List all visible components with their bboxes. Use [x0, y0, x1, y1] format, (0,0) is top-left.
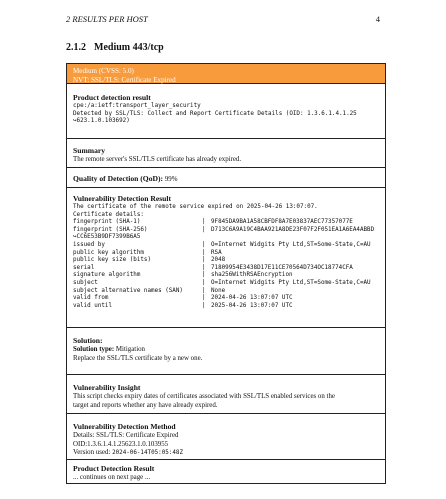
- method-title: Vulnerability Detection Method: [73, 422, 176, 431]
- summary-title: Summary: [73, 146, 106, 155]
- certificate-detail-value: 71809954E3438D17E11CE70564D734OC18774CFA: [211, 264, 353, 271]
- solution-type-label: Solution type:: [73, 346, 115, 353]
- certificate-detail-row: [73, 303, 379, 311]
- certificate-detail-value: O=Internet Widgits Pty Ltd,ST=Some-State,C=AU: [211, 241, 371, 248]
- certificate-detail-separator: |: [202, 257, 206, 264]
- severity-label: Medium (CVSS: 5.0): [73, 67, 134, 75]
- solution-box: [66, 328, 386, 375]
- certificate-detail-value: 2048: [211, 257, 226, 264]
- certificate-detail-key: valid from: [73, 295, 109, 302]
- certificate-detail-row: [73, 242, 379, 250]
- solution-type-value: Mitigation: [115, 346, 145, 353]
- vdr-title: Vulnerability Detection Result: [73, 194, 172, 203]
- method-version-value: 2024-06-14T05:05:48Z: [112, 450, 183, 457]
- certificate-detail-row: [73, 295, 379, 303]
- certificate-detail-key: fingerprint (SHA-256): [73, 226, 148, 233]
- certificate-detail-separator: |: [202, 226, 206, 233]
- certificate-detail-key: serial: [73, 264, 95, 271]
- method-version-label: Version used:: [73, 449, 111, 457]
- insight-line1: This script checks expiry dates of certificates associated with SSL/TLS enabled services on the: [73, 393, 335, 400]
- certificate-detail-value: 2024-04-26 13:07:07 UTC: [211, 295, 293, 302]
- product-cpe: cpe:/a:ietf:transport_layer_security: [73, 103, 201, 109]
- certificate-detail-key: issued by: [73, 241, 105, 248]
- certificate-detail-value: 2025-04-26 13:07:07 UTC: [211, 302, 293, 309]
- summary-text: The remote server's SSL/TLS certificate has already expired.: [73, 156, 242, 163]
- certificate-detail-row: [73, 288, 379, 296]
- certificate-detail-separator: |: [202, 279, 206, 286]
- qod-value: 99%: [164, 176, 178, 183]
- section-heading: [66, 42, 164, 53]
- certificate-detail-key: signature algorithm: [73, 272, 141, 279]
- certificate-detail-value: RSA: [211, 249, 222, 256]
- solution-title: Solution:: [73, 336, 103, 345]
- vdr-intro: The certificate of the remote service expired on 2025-04-26 13:07:07.: [73, 204, 318, 210]
- certificate-detail-row: [73, 250, 379, 258]
- method-oid: OID:1.3.6.1.4.1.25623.1.0.103955: [73, 440, 169, 448]
- certificate-detail-key: public key algorithm: [73, 249, 144, 256]
- certificate-detail-separator: |: [202, 287, 206, 294]
- certificate-detail-key: ↪CC6E53B9DF7399B6A5: [73, 234, 141, 241]
- certificate-detail-row: [73, 265, 379, 273]
- method-box: [66, 414, 386, 460]
- certificate-detail-key: fingerprint (SHA-1): [73, 219, 141, 226]
- nvt-header-box: [66, 63, 386, 84]
- summary-box: [66, 139, 386, 168]
- insight-box: [66, 375, 386, 414]
- certificate-detail-separator: |: [202, 241, 206, 248]
- product-detection-title: Product detection result: [73, 93, 151, 102]
- product-detection-continued-box: [66, 460, 386, 484]
- certificate-details-table: [73, 219, 379, 310]
- qod-label: Quality of Detection (QoD):: [73, 174, 164, 183]
- certificate-detail-key: valid until: [73, 302, 113, 309]
- certificate-detail-key: subject: [73, 279, 98, 286]
- method-details: Details: SSL/TLS: Certificate Expired: [73, 432, 179, 439]
- certificate-detail-row: [73, 234, 379, 242]
- certificate-detail-row: [73, 257, 379, 265]
- section-number: 2.1.2: [66, 42, 86, 53]
- certificate-detail-key: subject alternative names (SAN): [73, 287, 183, 294]
- product-detected-by-line2: ↪623.1.0.103692): [73, 118, 130, 125]
- insight-title: Vulnerability Insight: [73, 383, 141, 392]
- vdr-box: [66, 188, 386, 328]
- continues-note: ... continues on next page ...: [73, 474, 151, 481]
- certificate-detail-separator: |: [202, 295, 206, 302]
- certificate-detail-row: [73, 227, 379, 235]
- certificate-detail-value: sha256WithRSAEncryption: [211, 272, 293, 279]
- certificate-detail-separator: |: [202, 219, 206, 226]
- section-title: Medium 443/tcp: [94, 42, 164, 53]
- certificate-detail-value: O=Internet Widgits Pty Ltd,ST=Some-State,C=AU: [211, 279, 371, 286]
- certificate-detail-row: [73, 272, 379, 280]
- certificate-detail-separator: |: [202, 264, 206, 271]
- certificate-detail-separator: |: [202, 302, 206, 309]
- product-detected-by-line1: Detected by SSL/TLS: Collect and Report Certificate Details (OID: 1.3.6.1.4.1.25: [73, 110, 357, 117]
- page-number: 4: [375, 14, 380, 24]
- certificate-detail-value: D713C6A9A19C4BAA921A8DE23F07F2F051EA1A6EA4ABBD: [211, 226, 375, 233]
- running-header: [66, 14, 380, 24]
- certificate-detail-key: public key size (bits): [73, 257, 152, 264]
- certificate-detail-row: [73, 219, 379, 227]
- certificate-detail-separator: |: [202, 272, 206, 279]
- product-detection-box: [66, 84, 386, 139]
- certificate-detail-value: None: [211, 287, 226, 294]
- solution-text: Replace the SSL/TLS certificate by a new one.: [73, 354, 203, 362]
- insight-line2: target and reports whether any have already expired.: [73, 401, 218, 409]
- nvt-name: NVT: SSL/TLS: Certificate Expired: [73, 75, 176, 84]
- chapter-title: 2 RESULTS PER HOST: [66, 14, 148, 24]
- certificate-details-label: Certificate details:: [73, 211, 144, 218]
- qod-box: [66, 168, 386, 188]
- certificate-detail-value: 9F845DA9BA1A58CBFDF8A7E03837AEC77357077E: [211, 219, 353, 226]
- certificate-detail-separator: |: [202, 249, 206, 256]
- product-detection-2-title: Product Detection Result: [73, 464, 155, 473]
- certificate-detail-row: [73, 280, 379, 288]
